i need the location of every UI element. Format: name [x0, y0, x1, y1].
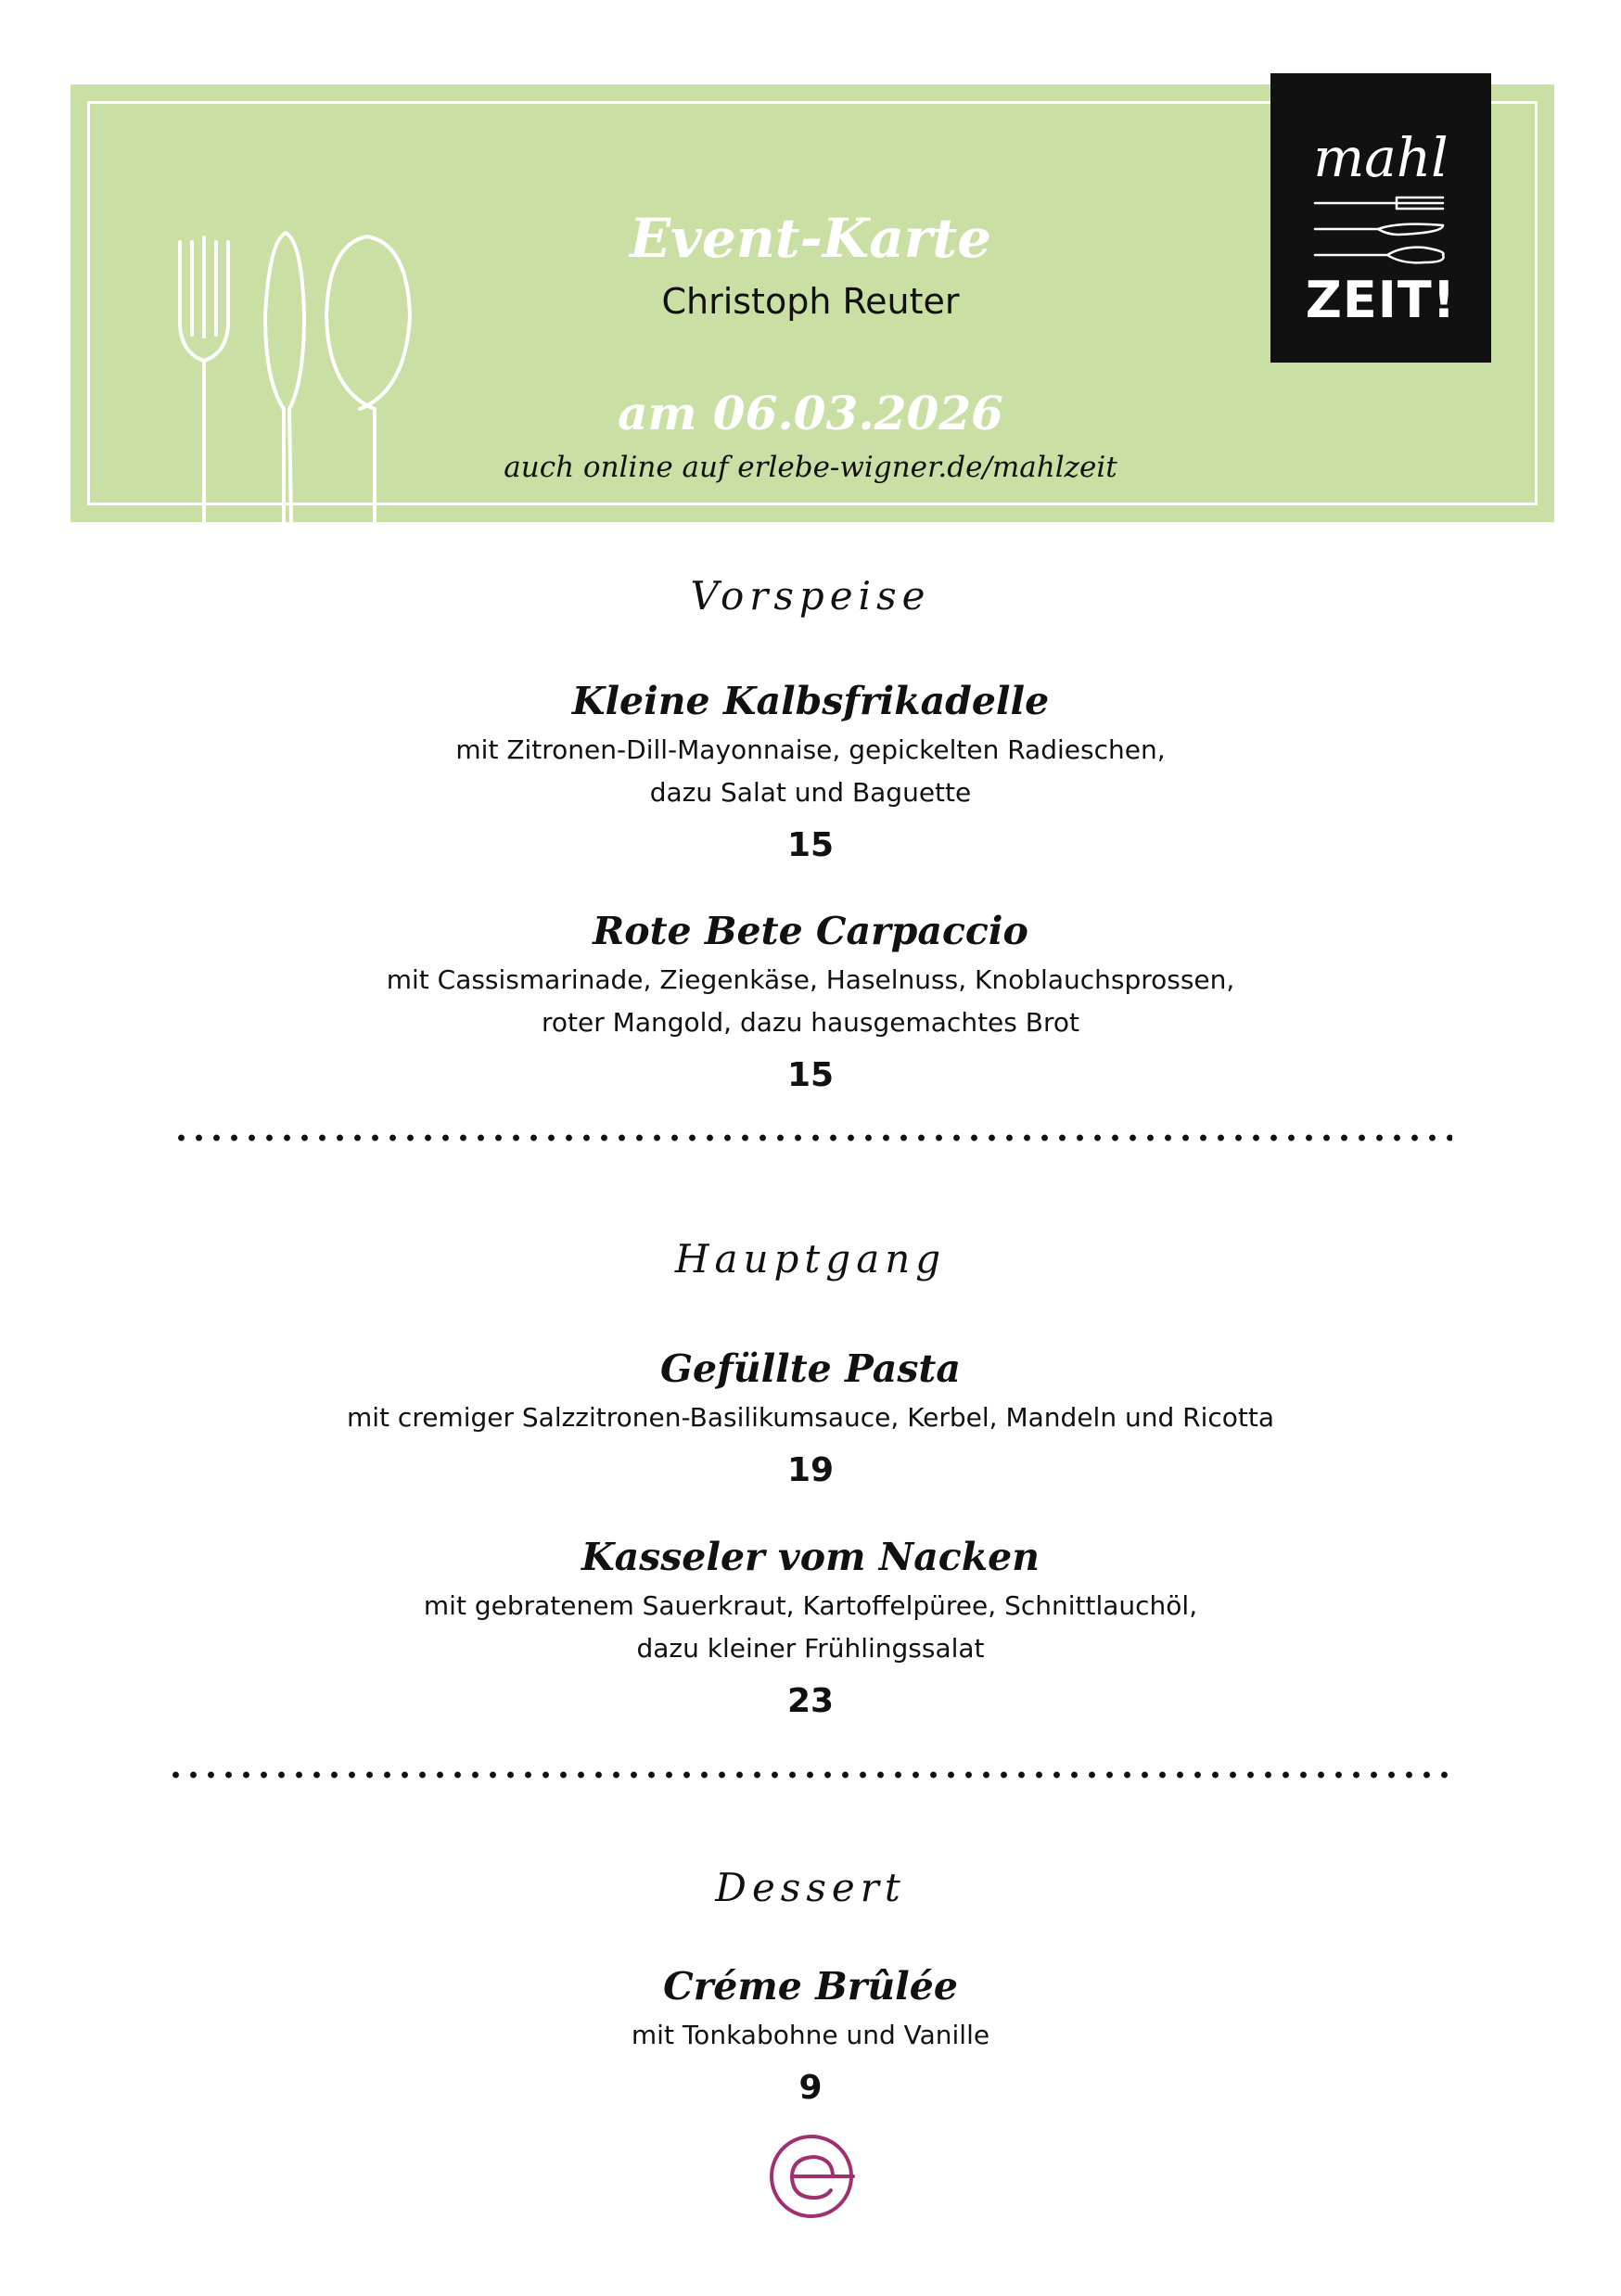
event-title: Event-Karte	[629, 207, 992, 270]
section-heading-hauptgang: Hauptgang	[674, 1236, 947, 1282]
dish-description: mit cremiger Salzzitronen-Basilikumsauce, Kerbel, Mandeln und Ricotta	[346, 1402, 1275, 1433]
dish-price: 15	[786, 1056, 835, 1094]
dish-description: mit Tonkabohne und Vanille	[631, 2020, 990, 2050]
dish-price: 15	[786, 826, 835, 864]
dish-description: mit Cassismarinade, Ziegenkäse, Haselnuss, Knoblauchsprossen, roter Mangold, dazu hausgemachtes Brot	[386, 964, 1235, 1038]
section-heading-dessert: Dessert	[715, 1865, 906, 1910]
dotted-divider	[167, 1771, 1456, 1779]
dish-item	[0, 1341, 1621, 1495]
event-date: am 06.03.2026	[618, 386, 1003, 440]
cutlery-lines-icon	[1313, 192, 1449, 266]
event-online-link[interactable]: auch online auf erlebe-wigner.de/mahlzeit	[504, 451, 1117, 484]
dish-price: 19	[786, 1451, 835, 1489]
dish-item	[0, 1958, 1621, 2112]
dish-name: Kleine Kalbsfrikadelle	[571, 679, 1050, 723]
dish-description: mit Zitronen-Dill-Mayonnaise, gepickelten Radieschen, dazu Salat und Baguette	[455, 734, 1166, 808]
logo-zeit-text: ZEIT!	[1305, 271, 1457, 329]
event-host-name: Christoph Reuter	[661, 281, 960, 322]
e-logo-icon	[768, 2133, 855, 2220]
dotted-divider	[172, 1134, 1452, 1142]
dish-description: mit gebratenem Sauerkraut, Kartoffelpüree, Schnittlauchöl, dazu kleiner Frühlingssalat	[423, 1590, 1198, 1664]
dish-name: Créme Brûlée	[663, 1964, 958, 2009]
dish-item	[0, 1529, 1621, 1726]
dish-item	[0, 673, 1621, 870]
section-heading-vorspeise: Vorspeise	[690, 573, 931, 619]
dish-price: 23	[786, 1682, 835, 1720]
dish-name: Rote Bete Carpaccio	[593, 909, 1028, 953]
mahlzeit-logo	[1270, 73, 1491, 363]
dish-price: 9	[798, 2069, 823, 2107]
dish-name: Gefüllte Pasta	[660, 1346, 961, 1391]
dish-name: Kasseler vom Nacken	[581, 1535, 1040, 1579]
dish-item	[0, 903, 1621, 1100]
logo-mahl-text: mahl	[1313, 126, 1449, 189]
